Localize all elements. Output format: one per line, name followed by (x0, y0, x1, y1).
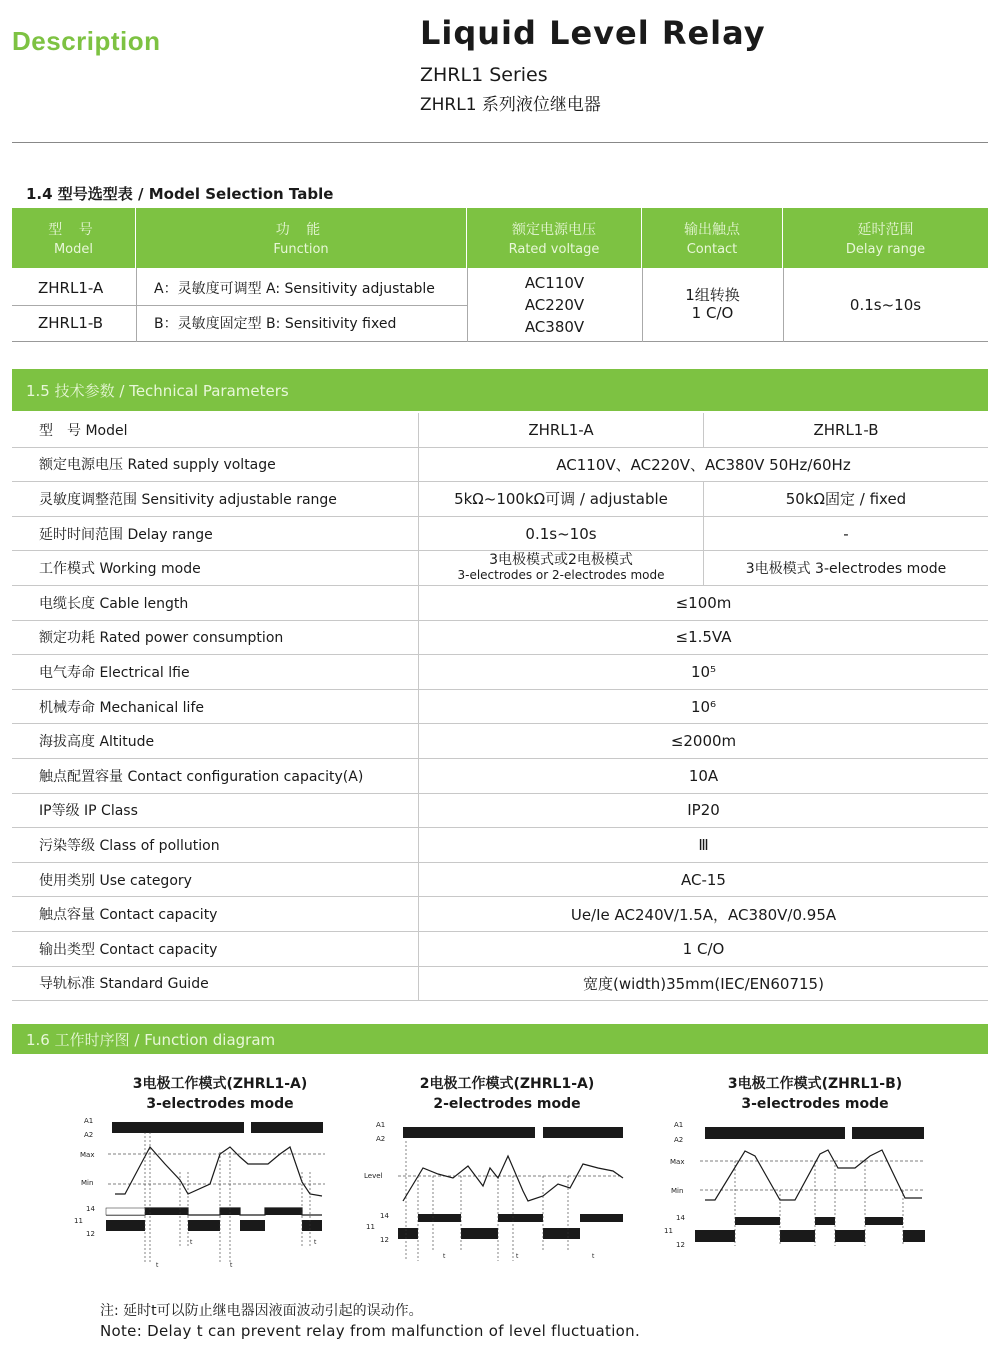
param-row (12, 794, 988, 829)
param-value-b: 50kΩ固定 / fixed (785, 490, 907, 509)
param-value: 1 C/O (682, 939, 725, 958)
label-12: 12 (380, 1236, 389, 1244)
timing-diagram-1 (70, 1112, 340, 1272)
param-value: ≤100m (675, 593, 732, 612)
param-label: 使用类别 Use category (39, 872, 192, 889)
label-a1: A1 (84, 1117, 94, 1125)
param-row (12, 759, 988, 794)
header-model: 型 号 Model (12, 208, 136, 268)
param-row (12, 551, 988, 586)
param-value: AC110V、AC220V、AC380V 50Hz/60Hz (556, 455, 851, 474)
label-min: Min (81, 1179, 94, 1187)
param-label: 触点容量 Contact capacity (39, 907, 218, 924)
param-row (12, 932, 988, 967)
param-label: 灵敏度调整范围 Sensitivity adjustable range (39, 491, 337, 508)
model-table-body (12, 268, 988, 342)
param-label: 机械寿命 Mechanical life (39, 699, 204, 716)
page-title: Liquid Level Relay (420, 14, 766, 52)
param-value: AC-15 (681, 870, 726, 889)
diagram-3-title: 3电极工作模式(ZHRL1-B) 3-electrodes mode (727, 1076, 903, 1112)
param-value-a: ZHRL1-A (528, 420, 594, 439)
note-english: Note: Delay t can prevent relay from malfunction of level fluctuation. (100, 1322, 641, 1340)
label-a1: A1 (376, 1121, 386, 1129)
param-row (12, 413, 988, 448)
label-14: 14 (676, 1214, 685, 1222)
model-row-b: ZHRL1-B (38, 314, 104, 332)
param-value-b: - (843, 524, 849, 543)
model-table-title: 1.4 型号选型表 / Model Selection Table (26, 185, 334, 203)
param-row (12, 967, 988, 1002)
delay-cell: 0.1s~10s (849, 296, 922, 314)
param-label: 延时时间范围 Delay range (39, 526, 213, 543)
param-row (12, 482, 988, 517)
param-value: 10⁶ (690, 697, 717, 716)
param-value-b: ZHRL1-B (813, 420, 879, 439)
model-selection-table (12, 208, 988, 343)
param-label: 污染等级 Class of pollution (39, 837, 220, 854)
label-11: 11 (664, 1227, 673, 1235)
param-row (12, 897, 988, 932)
param-row (12, 448, 988, 483)
param-value-a: 3电极模式或2电极模式 3-electrodes or 2-electrodes mode (457, 552, 665, 583)
timing-diagram-2 (358, 1116, 628, 1266)
label-a2: A2 (84, 1131, 94, 1139)
param-row (12, 517, 988, 552)
param-value: ≤1.5VA (675, 628, 732, 647)
param-row (12, 724, 988, 759)
description-heading: Description (12, 26, 161, 56)
diagram-2-title: 2电极工作模式(ZHRL1-A) 2-electrodes mode (419, 1076, 595, 1112)
param-value: Ue/Ie AC240V/1.5A，AC380V/0.95A (570, 905, 837, 924)
function-diagram-bar: 1.6 工作时序图 / Function diagram (12, 1024, 988, 1054)
svg-text:t: t (516, 1253, 519, 1260)
function-row-b: B：灵敏度固定型 B: Sensitivity fixed (154, 316, 397, 332)
param-value-a: 0.1s~10s (525, 524, 597, 543)
param-label: 导轨标准 Standard Guide (39, 976, 209, 993)
param-value: 10A (688, 766, 719, 785)
label-max: Max (670, 1158, 685, 1166)
label-12: 12 (86, 1230, 95, 1238)
param-label: 电气寿命 Electrical lfie (39, 664, 190, 681)
header-divider (12, 142, 988, 143)
param-row (12, 621, 988, 656)
series-title-cn: ZHRL1 系列液位继电器 (420, 95, 601, 115)
param-label: 海拔高度 Altitude (39, 734, 155, 751)
svg-text:t: t (592, 1253, 595, 1260)
label-max: Max (80, 1151, 95, 1159)
function-row-a: A：灵敏度可调型 A: Sensitivity adjustable (154, 281, 435, 297)
param-value-a: 5kΩ~100kΩ可调 / adjustable (454, 490, 668, 509)
label-a2: A2 (376, 1135, 386, 1143)
param-value-b: 3电极模式 3-electrodes mode (745, 561, 947, 578)
svg-text:t: t (443, 1253, 446, 1260)
param-label: 输出类型 Contact capacity (39, 941, 218, 958)
param-row (12, 828, 988, 863)
label-11: 11 (366, 1223, 375, 1231)
model-row-a: ZHRL1-A (38, 279, 104, 297)
diagram-1-title: 3电极工作模式(ZHRL1-A) 3-electrodes mode (132, 1076, 308, 1112)
technical-parameters-bar: 1.5 技术参数 / Technical Parameters (12, 369, 988, 411)
param-label: 额定电源电压 Rated supply voltage (39, 457, 276, 474)
param-row (12, 655, 988, 690)
label-12: 12 (676, 1241, 685, 1249)
param-value: IP20 (687, 801, 720, 820)
rated-voltages: AC110V AC220V AC380V (524, 274, 585, 336)
label-11: 11 (74, 1217, 83, 1225)
label-level: Level (364, 1172, 383, 1180)
param-value: Ⅲ (698, 835, 709, 854)
timing-diagram-3 (660, 1116, 940, 1256)
svg-text:t: t (314, 1239, 317, 1246)
header-delay: 延时范围 Delay range (845, 222, 926, 257)
note-chinese: 注: 延时t可以防止继电器因液面波动引起的误动作。 (100, 1303, 423, 1319)
label-14: 14 (380, 1212, 389, 1220)
param-value: 宽度(width)35mm(IEC/EN60715) (583, 974, 824, 993)
param-label: 额定功耗 Rated power consumption (39, 630, 284, 647)
series-title: ZHRL1 Series (420, 64, 548, 86)
param-row (12, 586, 988, 621)
param-label: 电缆长度 Cable length (39, 595, 189, 612)
contact-cell: 1组转换 1 C/O (685, 286, 740, 322)
header-voltage: 额定电源电压 Rated voltage (467, 208, 642, 268)
param-label: 工作模式 Working mode (39, 561, 201, 578)
param-label: IP等级 IP Class (39, 803, 138, 820)
header-contact: 输出触点 Contact (642, 208, 783, 268)
svg-text:t: t (230, 1262, 233, 1269)
label-14: 14 (86, 1205, 95, 1213)
svg-text:t: t (156, 1262, 159, 1269)
header-function: 功 能 Function (136, 208, 467, 268)
param-value: ≤2000m (670, 732, 737, 751)
param-row (12, 863, 988, 898)
label-min: Min (671, 1187, 684, 1195)
label-a1: A1 (674, 1121, 684, 1129)
model-table-header (12, 208, 988, 268)
param-row (12, 690, 988, 725)
param-value: 10⁵ (690, 662, 717, 681)
label-a2: A2 (674, 1136, 684, 1144)
param-label: 触点配置容量 Contact configuration capacity(A) (39, 768, 364, 785)
param-label: 型 号 Model (39, 422, 128, 439)
svg-text:t: t (190, 1239, 193, 1246)
